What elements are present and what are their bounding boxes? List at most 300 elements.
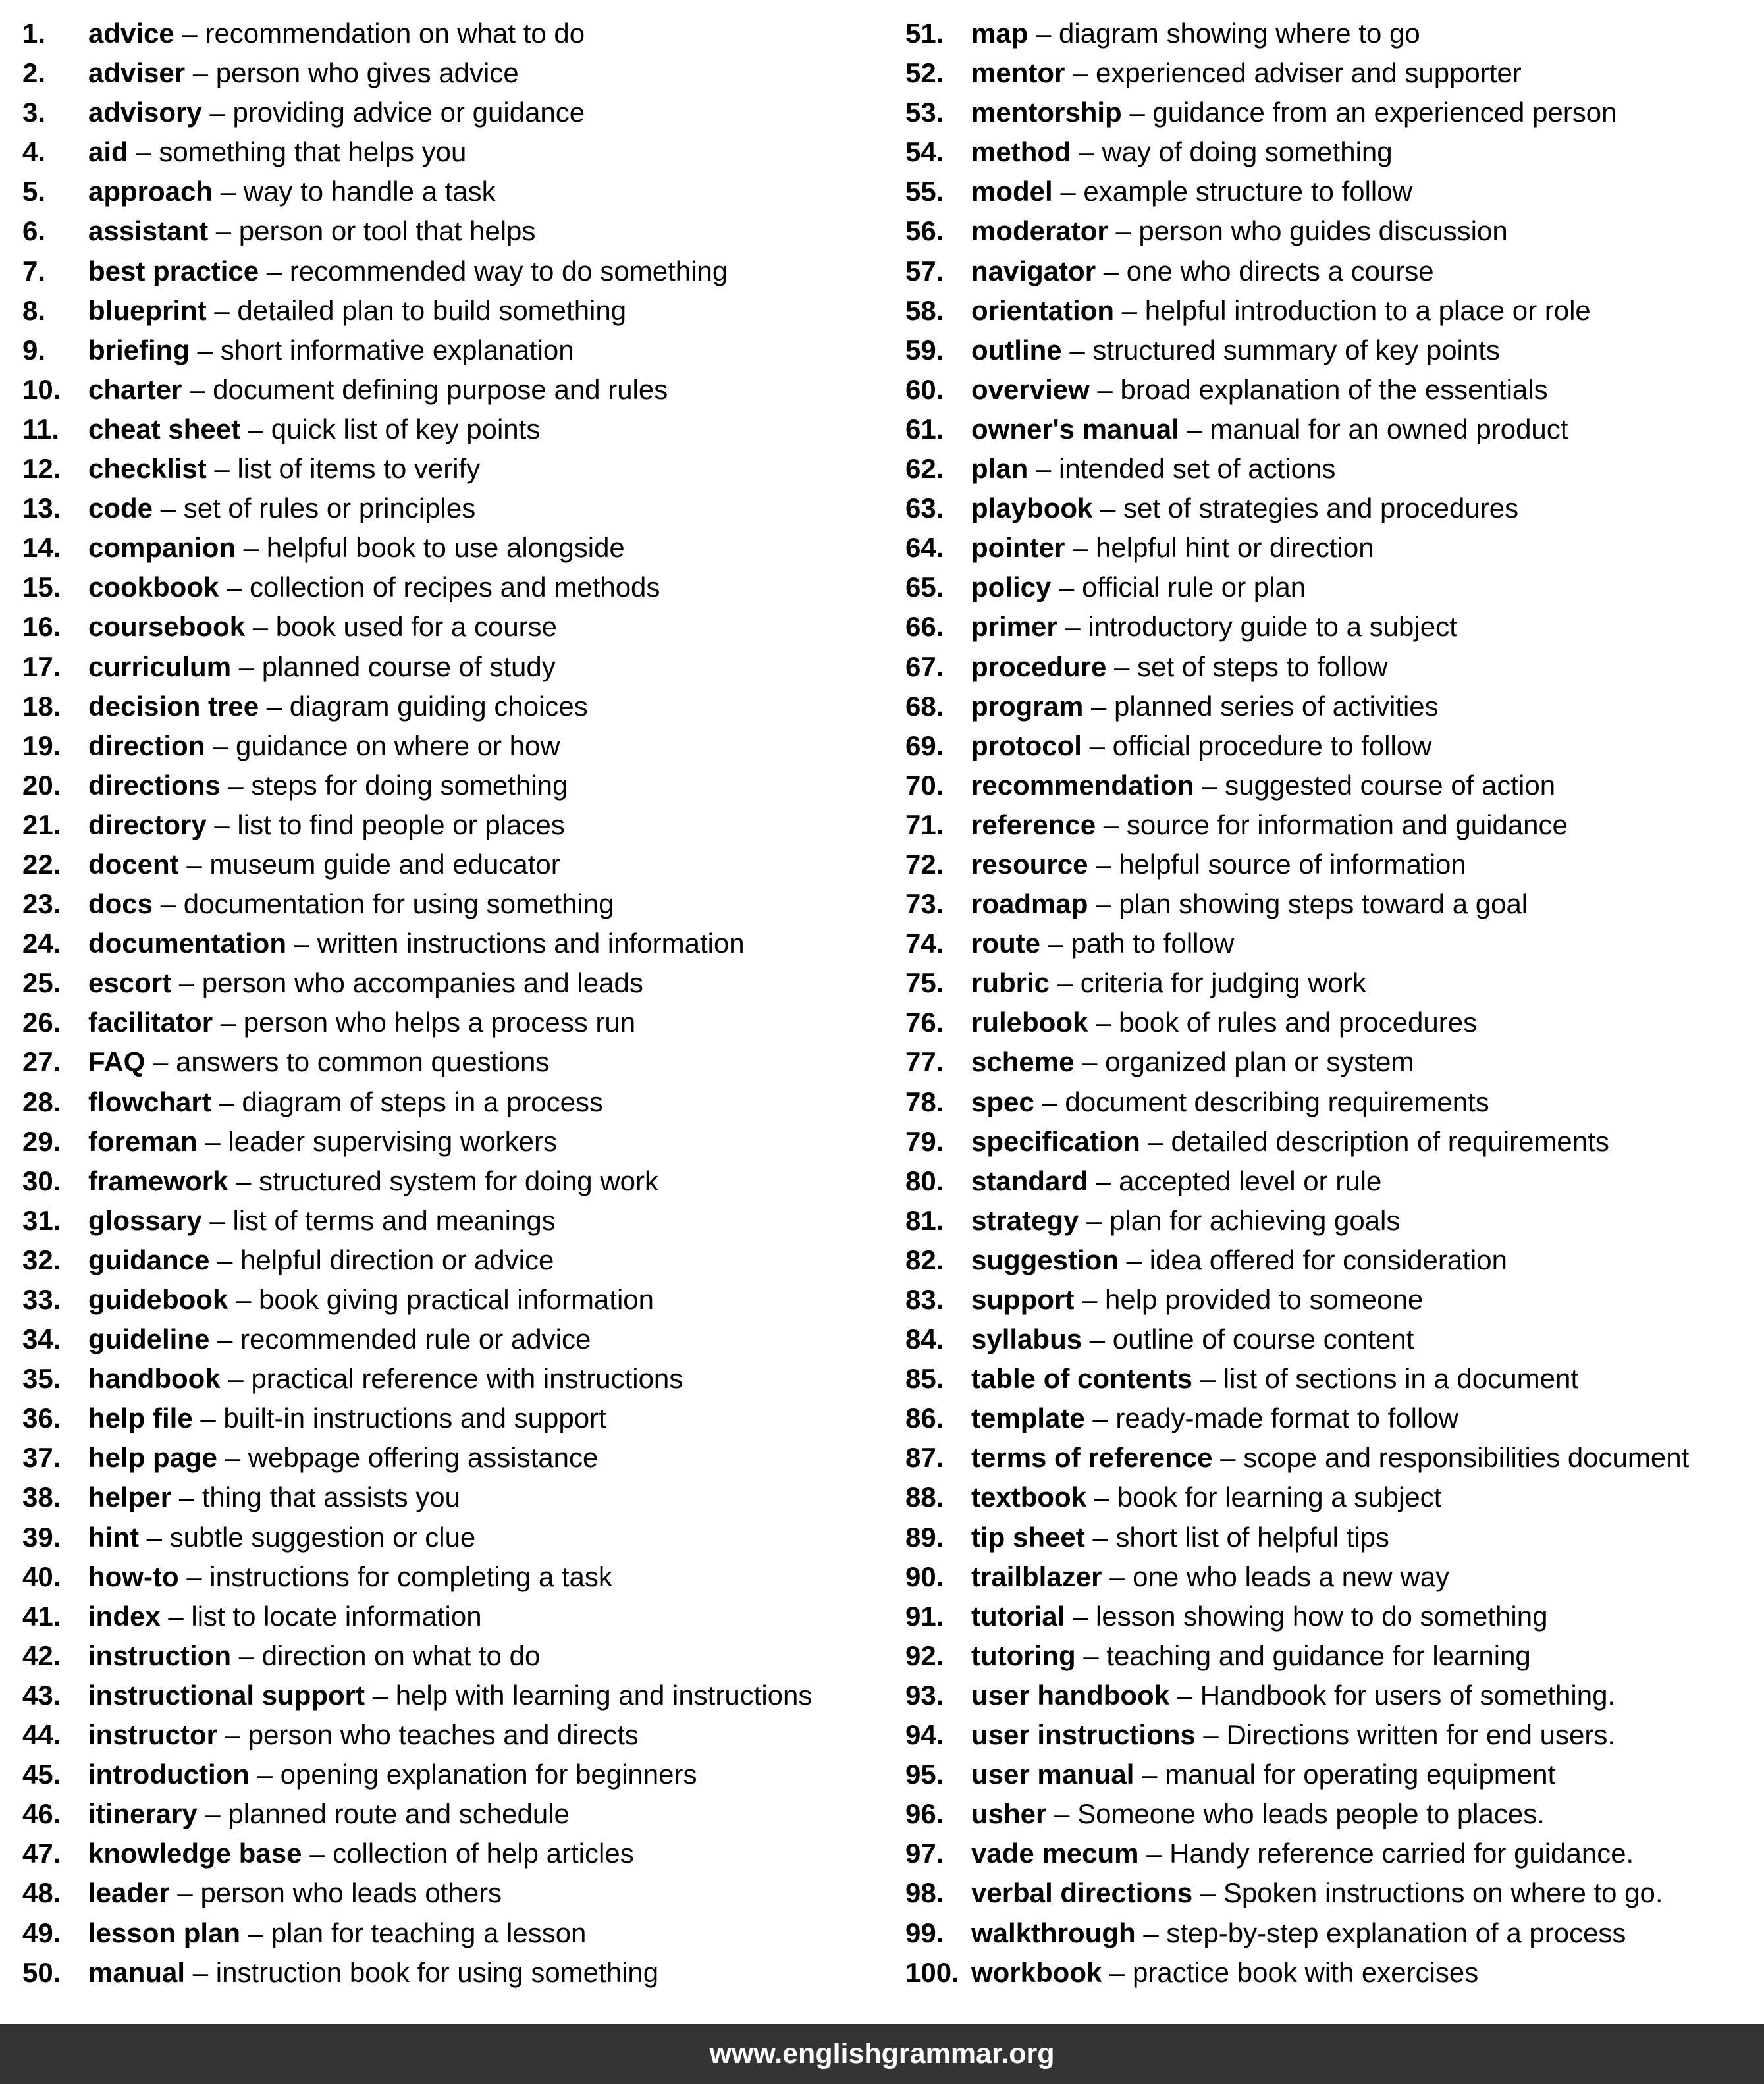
item-definition: – help provided to someone bbox=[1074, 1284, 1424, 1315]
list-item bbox=[905, 1676, 1761, 1715]
item-number: 62. bbox=[905, 453, 944, 485]
item-number: 27. bbox=[22, 1046, 61, 1078]
item-term: tutorial bbox=[971, 1600, 1065, 1632]
item-definition: – document describing requirements bbox=[1034, 1086, 1489, 1117]
item-term: manual bbox=[88, 1956, 186, 1988]
item-term: terms of reference bbox=[971, 1442, 1213, 1474]
item-text bbox=[971, 291, 1591, 331]
list-item bbox=[905, 1518, 1761, 1557]
list-item bbox=[22, 449, 892, 489]
item-definition: – broad explanation of the essentials bbox=[1089, 373, 1548, 405]
item-term: user handbook bbox=[971, 1679, 1170, 1711]
item-term: textbook bbox=[971, 1482, 1087, 1513]
item-text bbox=[971, 1834, 1634, 1873]
right-column bbox=[905, 14, 1761, 1992]
item-definition: – plan for achieving goals bbox=[1079, 1204, 1401, 1236]
list-item bbox=[22, 766, 892, 805]
item-number: 37. bbox=[22, 1442, 61, 1474]
list-item bbox=[905, 370, 1761, 410]
list-item bbox=[905, 1834, 1761, 1873]
item-number: 8. bbox=[22, 294, 46, 326]
item-text bbox=[971, 1794, 1545, 1834]
item-term: moderator bbox=[971, 215, 1108, 247]
item-term: introduction bbox=[88, 1759, 250, 1790]
list-item bbox=[22, 726, 892, 766]
item-number: 1. bbox=[22, 18, 46, 49]
item-number: 41. bbox=[22, 1600, 61, 1632]
item-number: 91. bbox=[905, 1600, 944, 1632]
list-item bbox=[22, 410, 892, 449]
list-item bbox=[22, 1162, 892, 1201]
item-text bbox=[971, 726, 1432, 766]
item-text bbox=[971, 1873, 1663, 1913]
item-text bbox=[88, 172, 496, 211]
item-definition: – intended set of actions bbox=[1028, 453, 1336, 485]
item-definition: – accepted level or rule bbox=[1088, 1165, 1382, 1196]
list-item bbox=[905, 1913, 1761, 1953]
item-term: tutoring bbox=[971, 1640, 1076, 1671]
item-definition: – Directions written for end users. bbox=[1195, 1719, 1616, 1751]
item-number: 30. bbox=[22, 1165, 61, 1196]
item-term: outline bbox=[971, 334, 1062, 365]
item-number: 58. bbox=[905, 294, 944, 326]
item-definition: – instructions for completing a task bbox=[178, 1561, 612, 1592]
list-item bbox=[905, 805, 1761, 845]
item-term: curriculum bbox=[88, 651, 232, 682]
item-number: 3. bbox=[22, 97, 46, 128]
item-text bbox=[88, 1003, 635, 1042]
item-number: 78. bbox=[905, 1086, 944, 1117]
list-item bbox=[905, 1636, 1761, 1676]
item-definition: – helpful source of information bbox=[1088, 848, 1466, 880]
list-item bbox=[22, 607, 892, 647]
item-term: assistant bbox=[88, 215, 209, 247]
list-item bbox=[22, 291, 892, 331]
item-number: 54. bbox=[905, 136, 944, 168]
item-definition: – manual for operating equipment bbox=[1134, 1759, 1556, 1790]
item-text bbox=[971, 370, 1548, 410]
item-text bbox=[88, 1755, 697, 1794]
item-text bbox=[971, 687, 1439, 726]
item-term: cookbook bbox=[88, 572, 219, 603]
item-definition: – written instructions and information bbox=[286, 928, 745, 959]
item-text bbox=[88, 607, 557, 647]
item-text bbox=[971, 845, 1466, 884]
item-number: 88. bbox=[905, 1482, 944, 1513]
list-item bbox=[905, 1478, 1761, 1517]
item-text bbox=[971, 93, 1617, 132]
list-item bbox=[22, 845, 892, 884]
item-definition: – example structure to follow bbox=[1052, 176, 1412, 207]
item-definition: – introductory guide to a subject bbox=[1057, 611, 1457, 643]
item-text bbox=[88, 1042, 549, 1082]
item-term: aid bbox=[88, 136, 128, 168]
item-definition: – one who leads a new way bbox=[1102, 1561, 1450, 1592]
item-definition: – list of items to verify bbox=[206, 453, 481, 485]
item-term: index bbox=[88, 1600, 161, 1632]
list-item bbox=[905, 1953, 1761, 1992]
item-term: companion bbox=[88, 532, 236, 564]
list-item bbox=[905, 132, 1761, 172]
item-text bbox=[971, 924, 1234, 963]
item-text bbox=[88, 14, 585, 53]
item-term: playbook bbox=[971, 493, 1093, 524]
list-item bbox=[905, 687, 1761, 726]
item-text bbox=[971, 1082, 1489, 1122]
item-number: 7. bbox=[22, 255, 46, 286]
item-number: 45. bbox=[22, 1759, 61, 1790]
list-item bbox=[22, 1834, 892, 1873]
list-item bbox=[905, 53, 1761, 93]
list-item bbox=[905, 1359, 1761, 1399]
item-term: vade mecum bbox=[971, 1838, 1139, 1869]
item-definition: – document defining purpose and rules bbox=[182, 373, 668, 405]
list-item bbox=[22, 1359, 892, 1399]
item-term: hint bbox=[88, 1521, 139, 1553]
item-number: 90. bbox=[905, 1561, 944, 1592]
item-text bbox=[971, 1280, 1423, 1320]
item-definition: – list of terms and meanings bbox=[201, 1204, 556, 1236]
item-definition: – official rule or plan bbox=[1051, 572, 1306, 603]
item-definition: – guidance on where or how bbox=[205, 730, 560, 761]
item-definition: – collection of help articles bbox=[302, 1838, 634, 1869]
item-term: mentor bbox=[971, 57, 1065, 89]
item-definition: – set of strategies and procedures bbox=[1092, 493, 1519, 524]
item-term: advice bbox=[88, 18, 174, 49]
list-item bbox=[22, 568, 892, 607]
item-text bbox=[88, 489, 475, 528]
item-term: checklist bbox=[88, 453, 207, 485]
item-number: 4. bbox=[22, 136, 46, 168]
item-definition: – collection of recipes and methods bbox=[219, 572, 660, 603]
item-term: protocol bbox=[971, 730, 1082, 761]
list-item bbox=[22, 1201, 892, 1241]
item-text bbox=[88, 726, 560, 766]
list-item bbox=[22, 53, 892, 93]
item-text bbox=[88, 687, 588, 726]
list-item bbox=[22, 1320, 892, 1359]
list-item bbox=[22, 1755, 892, 1794]
item-text bbox=[971, 489, 1518, 528]
item-definition: – steps for doing something bbox=[220, 769, 568, 801]
item-text bbox=[971, 132, 1393, 172]
item-term: FAQ bbox=[88, 1046, 146, 1078]
item-text bbox=[88, 1953, 658, 1992]
item-text bbox=[88, 1715, 639, 1755]
item-definition: – ready-made format to follow bbox=[1084, 1403, 1458, 1434]
item-term: charter bbox=[88, 373, 182, 405]
item-term: orientation bbox=[971, 294, 1114, 326]
list-item bbox=[905, 331, 1761, 370]
list-item bbox=[905, 1201, 1761, 1241]
item-number: 55. bbox=[905, 176, 944, 207]
item-definition: – organized plan or system bbox=[1074, 1046, 1414, 1078]
list-item bbox=[22, 211, 892, 251]
item-number: 92. bbox=[905, 1640, 944, 1671]
list-item bbox=[905, 449, 1761, 489]
item-definition: – person who teaches and directs bbox=[217, 1719, 639, 1751]
item-term: walkthrough bbox=[971, 1917, 1136, 1948]
item-term: strategy bbox=[971, 1204, 1079, 1236]
item-term: direction bbox=[88, 730, 205, 761]
item-number: 60. bbox=[905, 373, 944, 405]
item-term: decision tree bbox=[88, 690, 259, 722]
item-term: how-to bbox=[88, 1561, 179, 1592]
item-definition: – structured system for doing work bbox=[228, 1165, 659, 1196]
item-number: 76. bbox=[905, 1007, 944, 1038]
item-text bbox=[971, 331, 1500, 370]
list-item bbox=[905, 924, 1761, 963]
list-item bbox=[22, 331, 892, 370]
item-number: 17. bbox=[22, 651, 61, 682]
item-number: 94. bbox=[905, 1719, 944, 1751]
item-term: trailblazer bbox=[971, 1561, 1102, 1592]
item-number: 67. bbox=[905, 651, 944, 682]
item-text bbox=[88, 1201, 556, 1241]
item-number: 52. bbox=[905, 57, 944, 89]
item-text bbox=[971, 1320, 1414, 1359]
item-definition: – guidance from an experienced person bbox=[1121, 97, 1617, 128]
item-definition: – Handy reference carried for guidance. bbox=[1138, 1838, 1634, 1869]
item-term: handbook bbox=[88, 1363, 221, 1395]
item-text bbox=[971, 1241, 1507, 1280]
item-definition: – Spoken instructions on where to go. bbox=[1192, 1877, 1663, 1909]
item-number: 84. bbox=[905, 1323, 944, 1355]
item-term: method bbox=[971, 136, 1071, 168]
list-item bbox=[905, 1320, 1761, 1359]
list-item bbox=[22, 1953, 892, 1992]
item-number: 5. bbox=[22, 176, 46, 207]
item-definition: – helpful direction or advice bbox=[209, 1244, 554, 1275]
item-definition: – suggested course of action bbox=[1194, 769, 1556, 801]
item-definition: – person who accompanies and leads bbox=[171, 967, 643, 999]
item-text bbox=[971, 449, 1335, 489]
list-item bbox=[22, 1636, 892, 1676]
list-item bbox=[22, 1280, 892, 1320]
item-number: 48. bbox=[22, 1877, 61, 1909]
item-term: instruction bbox=[88, 1640, 231, 1671]
item-term: syllabus bbox=[971, 1323, 1082, 1355]
item-definition: – lesson showing how to do something bbox=[1065, 1600, 1548, 1632]
list-item bbox=[905, 726, 1761, 766]
item-text bbox=[971, 1162, 1381, 1201]
item-number: 36. bbox=[22, 1403, 61, 1434]
item-number: 15. bbox=[22, 572, 61, 603]
list-item bbox=[905, 93, 1761, 132]
list-item bbox=[22, 924, 892, 963]
list-item bbox=[22, 1438, 892, 1478]
item-number: 51. bbox=[905, 18, 944, 49]
item-term: blueprint bbox=[88, 294, 207, 326]
item-text bbox=[971, 1399, 1458, 1438]
item-definition: – official procedure to follow bbox=[1081, 730, 1432, 761]
item-number: 42. bbox=[22, 1640, 61, 1671]
item-number: 93. bbox=[905, 1679, 944, 1711]
item-text bbox=[971, 1438, 1689, 1478]
item-term: usher bbox=[971, 1798, 1047, 1830]
item-definition: – short informative explanation bbox=[190, 334, 574, 365]
list-item bbox=[905, 211, 1761, 251]
item-term: flowchart bbox=[88, 1086, 211, 1117]
list-item bbox=[22, 14, 892, 53]
item-term: directions bbox=[88, 769, 221, 801]
item-definition: – list of sections in a document bbox=[1192, 1363, 1579, 1395]
item-definition: – leader supervising workers bbox=[197, 1125, 557, 1157]
item-term: verbal directions bbox=[971, 1877, 1193, 1909]
item-text bbox=[971, 14, 1420, 53]
item-definition: – source for information and guidance bbox=[1096, 809, 1568, 840]
item-number: 83. bbox=[905, 1284, 944, 1315]
item-text bbox=[88, 252, 728, 291]
item-text bbox=[88, 647, 556, 687]
item-number: 25. bbox=[22, 967, 61, 999]
item-number: 28. bbox=[22, 1086, 61, 1117]
item-number: 95. bbox=[905, 1759, 944, 1790]
item-term: primer bbox=[971, 611, 1057, 643]
list-item bbox=[22, 1913, 892, 1953]
item-text bbox=[971, 1557, 1449, 1597]
list-item bbox=[905, 1715, 1761, 1755]
item-definition: – path to follow bbox=[1040, 928, 1235, 959]
item-term: overview bbox=[971, 373, 1090, 405]
item-number: 24. bbox=[22, 928, 61, 959]
item-definition: – list to find people or places bbox=[206, 809, 565, 840]
list-item bbox=[905, 1597, 1761, 1636]
item-number: 70. bbox=[905, 769, 944, 801]
item-definition: – book of rules and procedures bbox=[1088, 1007, 1478, 1038]
item-number: 61. bbox=[905, 413, 944, 444]
item-text bbox=[971, 1636, 1531, 1676]
item-text bbox=[971, 1953, 1478, 1992]
list-item bbox=[905, 1438, 1761, 1478]
list-item bbox=[22, 1597, 892, 1636]
list-item bbox=[22, 528, 892, 568]
item-number: 44. bbox=[22, 1719, 61, 1751]
list-item bbox=[905, 14, 1761, 53]
item-term: tip sheet bbox=[971, 1521, 1085, 1553]
list-item bbox=[22, 647, 892, 687]
item-definition: – planned course of study bbox=[231, 651, 556, 682]
list-item bbox=[22, 1794, 892, 1834]
item-number: 100. bbox=[905, 1956, 959, 1988]
item-definition: – person who leads others bbox=[169, 1877, 502, 1909]
list-item bbox=[905, 766, 1761, 805]
item-text bbox=[88, 1280, 654, 1320]
item-definition: – set of steps to follow bbox=[1106, 651, 1388, 682]
list-item bbox=[22, 93, 892, 132]
item-definition: – short list of helpful tips bbox=[1084, 1521, 1389, 1553]
item-definition: – thing that assists you bbox=[171, 1482, 460, 1513]
item-text bbox=[971, 1122, 1609, 1162]
item-definition: – recommended rule or advice bbox=[209, 1323, 591, 1355]
item-text bbox=[971, 1755, 1555, 1794]
item-text bbox=[88, 331, 574, 370]
item-term: table of contents bbox=[971, 1363, 1193, 1395]
list-item bbox=[22, 489, 892, 528]
item-term: directory bbox=[88, 809, 207, 840]
item-term: rubric bbox=[971, 967, 1050, 999]
list-item bbox=[905, 1162, 1761, 1201]
item-definition: – webpage offering assistance bbox=[217, 1442, 599, 1474]
item-number: 6. bbox=[22, 215, 46, 247]
item-definition: – person who helps a process run bbox=[213, 1007, 636, 1038]
item-term: map bbox=[971, 18, 1029, 49]
list-item bbox=[905, 410, 1761, 449]
item-definition: – built-in instructions and support bbox=[192, 1403, 606, 1434]
item-number: 11. bbox=[22, 413, 60, 444]
item-term: help page bbox=[88, 1442, 218, 1474]
list-item bbox=[905, 1003, 1761, 1042]
item-text bbox=[88, 805, 565, 845]
item-definition: – Handbook for users of something. bbox=[1169, 1679, 1616, 1711]
item-number: 65. bbox=[905, 572, 944, 603]
list-item bbox=[22, 172, 892, 211]
item-definition: – experienced adviser and supporter bbox=[1065, 57, 1522, 89]
list-item bbox=[905, 1755, 1761, 1794]
item-definition: – recommendation on what to do bbox=[174, 18, 585, 49]
item-text bbox=[88, 1320, 591, 1359]
list-item bbox=[905, 528, 1761, 568]
item-term: support bbox=[971, 1284, 1075, 1315]
item-text bbox=[88, 766, 568, 805]
item-number: 68. bbox=[905, 690, 944, 722]
item-number: 19. bbox=[22, 730, 61, 761]
item-text bbox=[971, 647, 1388, 687]
item-text bbox=[88, 132, 466, 172]
item-definition: – detailed plan to build something bbox=[206, 294, 627, 326]
item-term: recommendation bbox=[971, 769, 1194, 801]
item-term: instructional support bbox=[88, 1679, 365, 1711]
item-term: template bbox=[971, 1403, 1085, 1434]
item-number: 85. bbox=[905, 1363, 944, 1395]
item-definition: – helpful introduction to a place or role bbox=[1114, 294, 1591, 326]
item-text bbox=[88, 963, 643, 1003]
item-number: 64. bbox=[905, 532, 944, 564]
item-text bbox=[971, 1715, 1615, 1755]
item-number: 59. bbox=[905, 334, 944, 365]
item-text bbox=[88, 884, 614, 924]
list-item bbox=[905, 1082, 1761, 1122]
item-text bbox=[88, 845, 560, 884]
item-text bbox=[971, 766, 1555, 805]
list-item bbox=[905, 1557, 1761, 1597]
item-term: pointer bbox=[971, 532, 1065, 564]
item-text bbox=[971, 1201, 1400, 1241]
item-term: advisory bbox=[88, 97, 202, 128]
item-number: 87. bbox=[905, 1442, 944, 1474]
item-term: best practice bbox=[88, 255, 259, 286]
item-text bbox=[971, 528, 1374, 568]
item-text bbox=[971, 252, 1434, 291]
item-number: 89. bbox=[905, 1521, 944, 1553]
item-term: approach bbox=[88, 176, 213, 207]
item-number: 79. bbox=[905, 1125, 944, 1157]
item-term: guidebook bbox=[88, 1284, 228, 1315]
list-item bbox=[22, 1518, 892, 1557]
item-definition: – providing advice or guidance bbox=[201, 97, 585, 128]
item-definition: – recommended way to do something bbox=[259, 255, 728, 286]
item-definition: – plan for teaching a lesson bbox=[240, 1917, 587, 1948]
item-term: route bbox=[971, 928, 1040, 959]
item-term: instructor bbox=[88, 1719, 218, 1751]
item-number: 69. bbox=[905, 730, 944, 761]
list-item bbox=[22, 1241, 892, 1280]
item-term: policy bbox=[971, 572, 1052, 603]
item-text bbox=[88, 1082, 603, 1122]
item-number: 75. bbox=[905, 967, 944, 999]
item-definition: – museum guide and educator bbox=[178, 848, 560, 880]
item-text bbox=[971, 1478, 1441, 1517]
